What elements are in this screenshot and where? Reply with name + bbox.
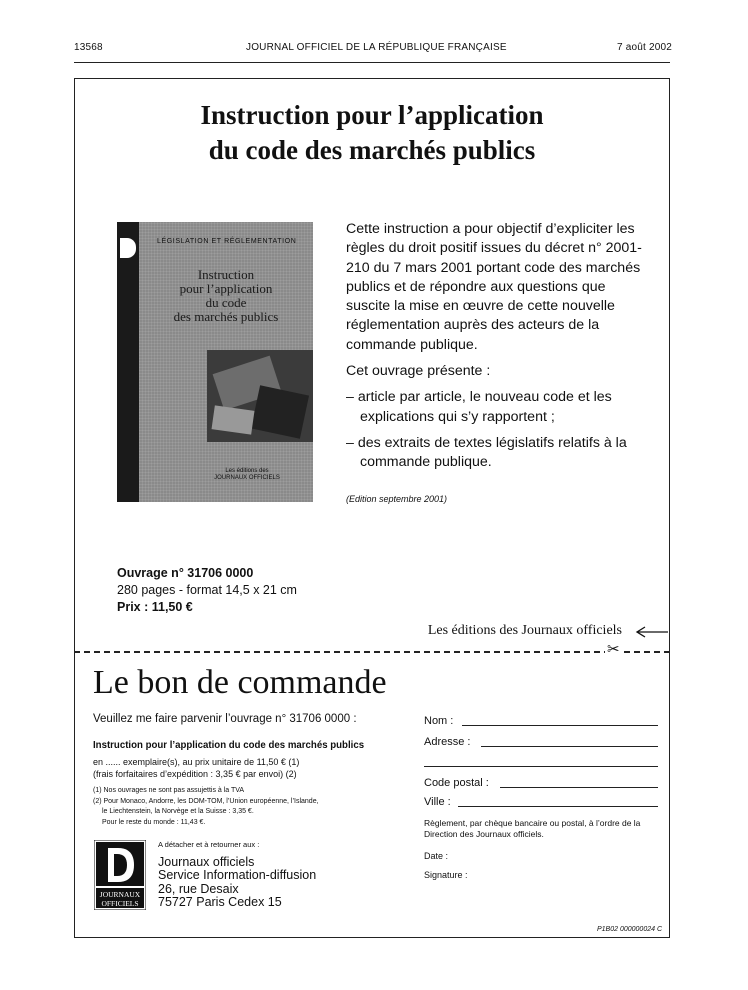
publisher-label: Les éditions des Journaux officiels — [427, 623, 622, 638]
arrow-left-icon — [634, 624, 668, 640]
product-format: 280 pages - format 14,5 x 21 cm — [117, 583, 297, 597]
cover-title-line: du code — [205, 295, 247, 310]
address-line: Journaux officiels — [158, 855, 255, 869]
ville-field[interactable] — [458, 806, 658, 807]
date-label: Date : — [424, 851, 449, 861]
return-label: A détacher et à retourner aux : — [158, 840, 260, 849]
ville-label: Ville : — [424, 796, 451, 808]
code-postal-label: Code postal : — [424, 777, 489, 789]
order-note: le Liechtenstein, la Norvège et la Suisse : 3,35 €. — [102, 808, 254, 815]
logo-text: OFFICIELS — [101, 899, 139, 908]
address-line: Service Information-diffusion — [158, 868, 317, 883]
cut-line — [74, 651, 670, 653]
logo-text: JOURNAUX — [99, 890, 141, 899]
cover-title — [139, 268, 313, 324]
issue-date: 7 août 2002 — [616, 42, 672, 53]
page-number: 13568 — [74, 42, 103, 53]
description-text: Cette instruction a pour objectif d’expliciter les règles du droit positif issues du décret n° 2001-210 du 7 mars 2001 portant code des marchés publics et de répondre aux questions que suscite la mise en œuvre de cette nouvelle réglementation auprès des acteurs de la commande publique. — [346, 221, 642, 353]
order-book-title: Instruction pour l’application du code des marchés publics — [93, 739, 365, 751]
advert-title — [74, 98, 670, 168]
header-rule — [74, 62, 670, 63]
cover-logo-icon — [120, 238, 136, 258]
cover-photo — [207, 350, 313, 442]
order-request: Veuillez me faire parvenir l’ouvrage n° 31706 0000 : — [93, 713, 357, 725]
signature-label: Signature : — [424, 870, 468, 880]
cover-publisher: Les éditions des JOURNAUX OFFICIELS — [214, 468, 280, 481]
book-cover-image — [117, 222, 313, 502]
order-note: (1) Nos ouvrages ne sont pas assujettis à la TVA — [93, 787, 245, 794]
address-line: 26, rue Desaix — [158, 881, 239, 896]
order-note: (2) Pour Monaco, Andorre, les DOM-TOM, l’Union européenne, l’Islande, — [93, 797, 319, 805]
code-postal-field[interactable] — [500, 787, 658, 788]
cover-title-line: Instruction — [197, 267, 255, 282]
reference-code: P1B02 000000024 C — [597, 926, 662, 933]
advert-title-line-1: Instruction pour l’application — [200, 100, 544, 130]
return-address — [158, 856, 316, 910]
scissors-icon: ✂ — [607, 641, 620, 658]
adresse-label: Adresse : — [424, 736, 471, 748]
presents-label: Cet ouvrage présente : — [346, 363, 491, 380]
edition-note: (Edition septembre 2001) — [346, 494, 448, 504]
adresse-field[interactable] — [481, 746, 658, 747]
cover-title-line: des marchés publics — [173, 309, 279, 324]
cover-side-strip — [117, 222, 139, 502]
nom-field[interactable] — [462, 725, 658, 726]
payment-note: Règlement, par chèque bancaire ou postal, à l’ordre de la Direction des Journaux officiels. — [424, 818, 641, 839]
order-quantity — [93, 756, 393, 780]
quantity-line: en ...... exemplaire(s), au prix unitaire de 11,50 € (1) — [93, 757, 300, 767]
journal-title: JOURNAL OFFICIEL DE LA RÉPUBLIQUE FRANÇAISE — [246, 42, 507, 53]
address-line: 75727 Paris Cedex 15 — [158, 895, 282, 910]
order-notes — [93, 786, 393, 828]
cover-title-line: pour l’application — [179, 281, 273, 296]
journaux-officiels-logo — [94, 840, 146, 910]
shipping-line: (frais forfaitaires d’expédition : 3,35 € par envoi) (2) — [93, 769, 297, 779]
advert-title-line-2: du code des marchés publics — [208, 135, 536, 165]
adresse-field-line-2[interactable] — [424, 766, 658, 767]
bullet-item: – article par article, le nouveau code et les explications qui s’y rapportent ; — [346, 389, 612, 425]
nom-label: Nom : — [424, 715, 454, 727]
cover-series: LÉGISLATION ET RÉGLEMENTATION — [157, 238, 297, 245]
product-price: Prix : 11,50 € — [117, 600, 193, 614]
product-number: Ouvrage n° 31706 0000 — [117, 566, 254, 580]
order-note: Pour le reste du monde : 11,43 €. — [102, 818, 206, 826]
book-description — [346, 220, 646, 480]
bullet-item: – des extraits de textes législatifs relatifs à la commande publique. — [346, 434, 627, 471]
product-info — [117, 565, 297, 616]
order-form-title: Le bon de commande — [93, 664, 387, 701]
